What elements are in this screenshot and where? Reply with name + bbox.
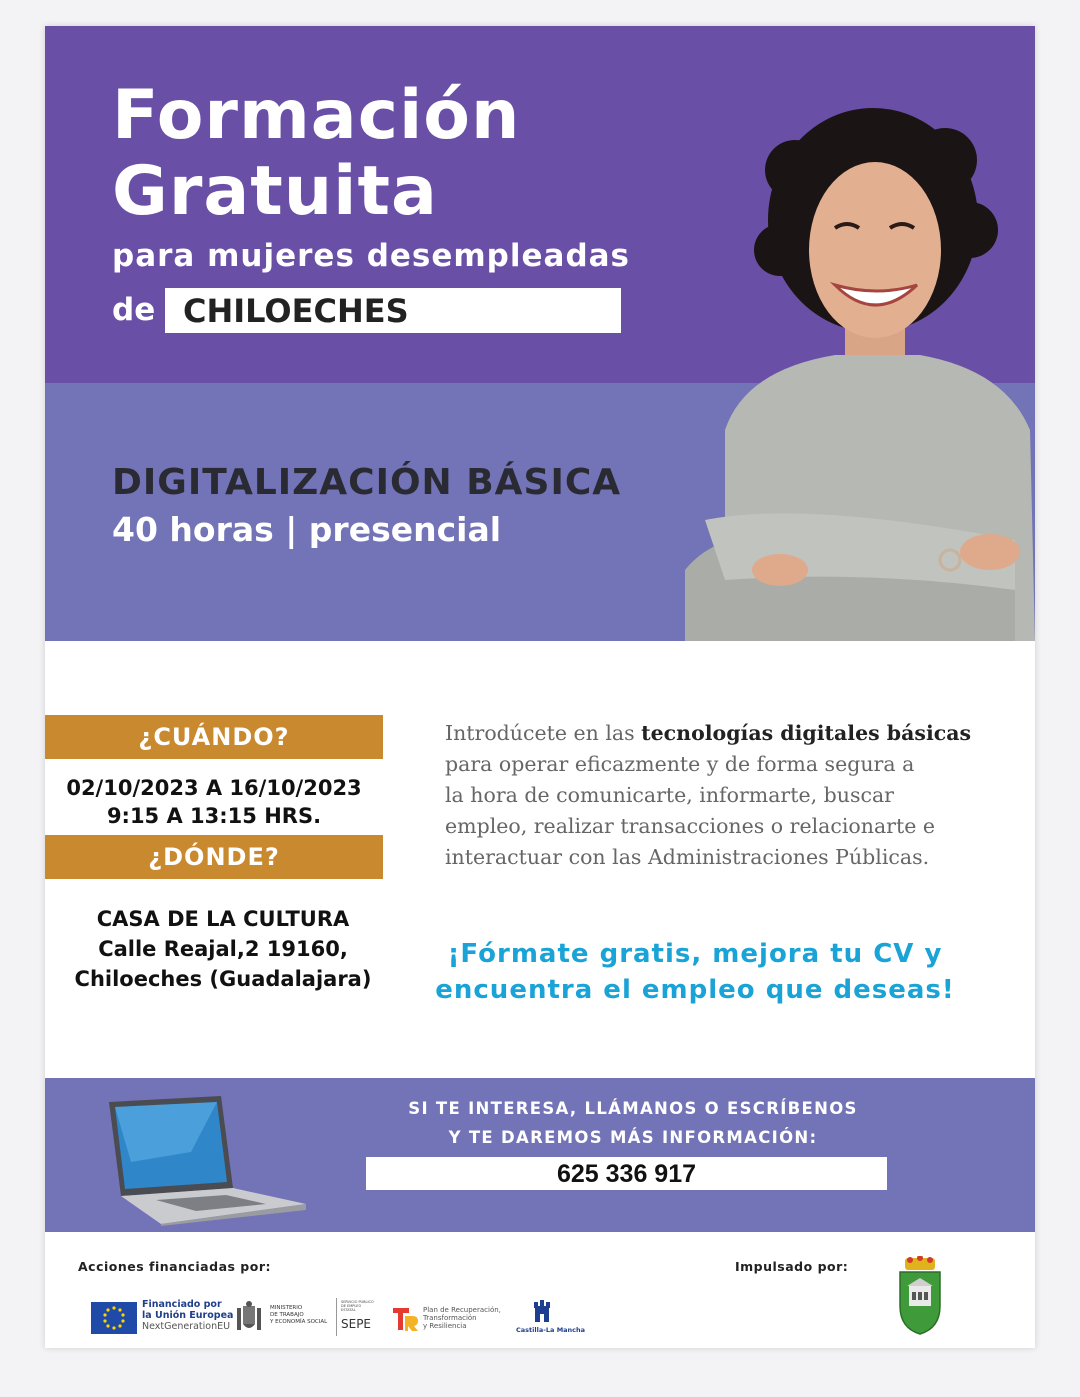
when-details (45, 774, 383, 830)
town-name: CHILOECHES (165, 288, 621, 333)
eu-logo-text: Financiado por la Unión Europea NextGenerationEU (142, 1299, 234, 1332)
prtr-logo-icon (391, 1304, 419, 1332)
course-dates: 02/10/2023 A 16/10/2023 (66, 776, 362, 800)
intro-line-4: empleo, realizar transacciones o relacionarte e (445, 814, 935, 838)
cta-line-2: encuentra el empleo que deseas! (435, 975, 955, 1005)
course-name: DIGITALIZACIÓN BÁSICA (112, 462, 622, 503)
de-label: de (112, 292, 156, 328)
when-heading: ¿CUÁNDO? (45, 715, 383, 759)
intro-line-2: para operar eficazmente y de forma segura a (445, 752, 915, 776)
course-time: 9:15 A 13:15 HRS. (106, 804, 322, 828)
cta-line-1: ¡Fórmate gratis, mejora tu CV y (447, 939, 943, 969)
main-title (112, 78, 520, 230)
prtr-logo-text: Plan de Recuperación, Transformación y Resiliencia (423, 1306, 501, 1330)
contact-message (363, 1094, 903, 1152)
subtitle: para mujeres desempleadas (112, 238, 631, 274)
woman-photo (685, 100, 1035, 641)
contact-line-2: Y TE DAREMOS MÁS INFORMACIÓN: (448, 1128, 818, 1147)
laptop-icon (101, 1092, 311, 1226)
phone-number[interactable]: 625 336 917 (366, 1157, 887, 1190)
intro-line-3: la hora de comunicarte, informarte, buscar (445, 783, 894, 807)
sponsor-logos: Financiado por la Unión Europea NextGenerationEU MINISTERIO DE TRABAJO Y ECONOMÍA SOCIAL SERVICIO PÚBLICO DE EMPLEO ESTATAL SEPE Plan de Recuperación, Transformación y Resiliencia Castilla-La Mancha (86, 1294, 598, 1346)
intro-lead: Introdúcete en las (445, 721, 642, 745)
driven-by-label: Impulsado por: (735, 1259, 849, 1274)
ministry-logo-text: MINISTERIO DE TRABAJO Y ECONOMÍA SOCIAL (270, 1305, 328, 1325)
where-details (45, 904, 401, 994)
poster (45, 26, 1035, 1348)
clm-logo-icon (532, 1298, 552, 1324)
venue-street: Calle Reajal,2 19160, (98, 937, 348, 961)
town-crest-icon (895, 1256, 945, 1336)
course-description (445, 718, 1005, 873)
eu-flag-icon (91, 1302, 137, 1334)
venue-city: Chiloeches (Guadalajara) (74, 967, 372, 991)
intro-line-5: interactuar con las Administraciones Públicas. (445, 845, 930, 869)
title-line-2: Gratuita (112, 152, 438, 231)
call-to-action (405, 936, 985, 1008)
venue-name: CASA DE LA CULTURA (96, 907, 350, 931)
course-format: 40 horas | presencial (112, 510, 502, 549)
sepe-logo: SERVICIO PÚBLICO DE EMPLEO ESTATAL SEPE (336, 1298, 376, 1336)
intro-highlight: tecnologías digitales básicas (641, 721, 972, 745)
funded-by-label: Acciones financiadas por: (78, 1259, 271, 1274)
title-line-1: Formación (112, 76, 521, 155)
spain-crest-icon (234, 1300, 264, 1336)
where-heading: ¿DÓNDE? (45, 835, 383, 879)
contact-line-1: SI TE INTERESA, LLÁMANOS O ESCRÍBENOS (408, 1099, 858, 1118)
